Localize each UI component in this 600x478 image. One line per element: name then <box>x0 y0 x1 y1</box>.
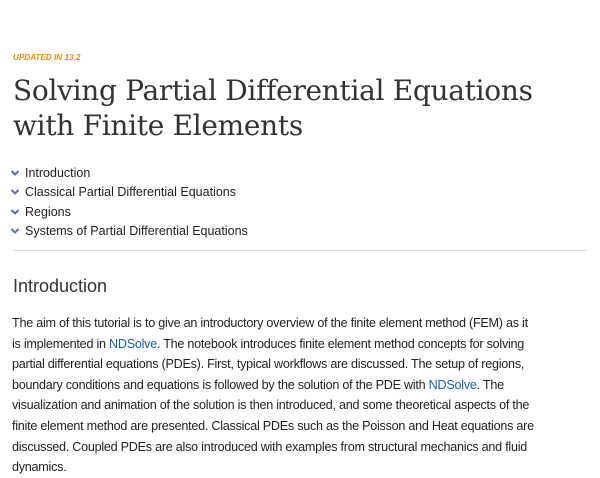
paragraph-line: partial differential equations (PDEs). First, typical workflows are discussed. The setup of regions, <box>12 357 525 372</box>
chevron-down-icon <box>10 227 20 235</box>
paragraph-line: discussed. Coupled PDEs are also introduced with examples from structural mechanics and fluid <box>12 439 528 454</box>
title-line-1: Solving Partial Differential Equations <box>13 74 533 107</box>
section-heading: Introduction <box>13 276 108 296</box>
ndsolve-link[interactable]: NDSolve <box>428 377 477 392</box>
toc-item-introduction[interactable] <box>10 163 248 183</box>
toc-item-classical-pdes[interactable] <box>10 183 248 203</box>
text: . The notebook introduces finite element method concepts for solving <box>156 336 525 351</box>
intro-paragraph <box>12 313 598 478</box>
text: boundary conditions and equations is followed by the solution of the PDE with <box>12 377 429 392</box>
toc-item-systems-of-pdes[interactable] <box>10 222 248 242</box>
paragraph-line: dynamics. <box>12 460 67 475</box>
paragraph-line <box>12 375 598 396</box>
paragraph-line: finite element method are presented. Classical PDEs such as the Poisson and Heat equations are <box>12 418 534 433</box>
toc-label: Classical Partial Differential Equations <box>25 185 236 200</box>
title-line-2: with Finite Elements <box>13 109 303 142</box>
paragraph-line <box>12 334 598 355</box>
paragraph-line: visualization and animation of the solution is then introduced, and some theoretical aspects of the <box>12 398 530 413</box>
toc-label: Systems of Partial Differential Equations <box>25 224 248 239</box>
toc-label: Introduction <box>25 165 91 180</box>
text: is implemented in <box>12 336 109 351</box>
toc-item-regions[interactable] <box>10 202 248 222</box>
table-of-contents <box>10 163 248 241</box>
chevron-down-icon <box>10 208 20 216</box>
text: . The <box>476 377 504 392</box>
page-title <box>13 73 533 143</box>
ndsolve-link[interactable]: NDSolve <box>109 336 157 351</box>
toc-label: Regions <box>25 204 71 219</box>
section-divider <box>13 250 587 251</box>
chevron-down-icon <box>10 188 20 196</box>
paragraph-line: The aim of this tutorial is to give an introductory overview of the finite element method (FEM) as it <box>12 316 528 330</box>
chevron-down-icon <box>10 169 20 177</box>
updated-badge: UPDATED IN 13.2 <box>13 53 81 62</box>
